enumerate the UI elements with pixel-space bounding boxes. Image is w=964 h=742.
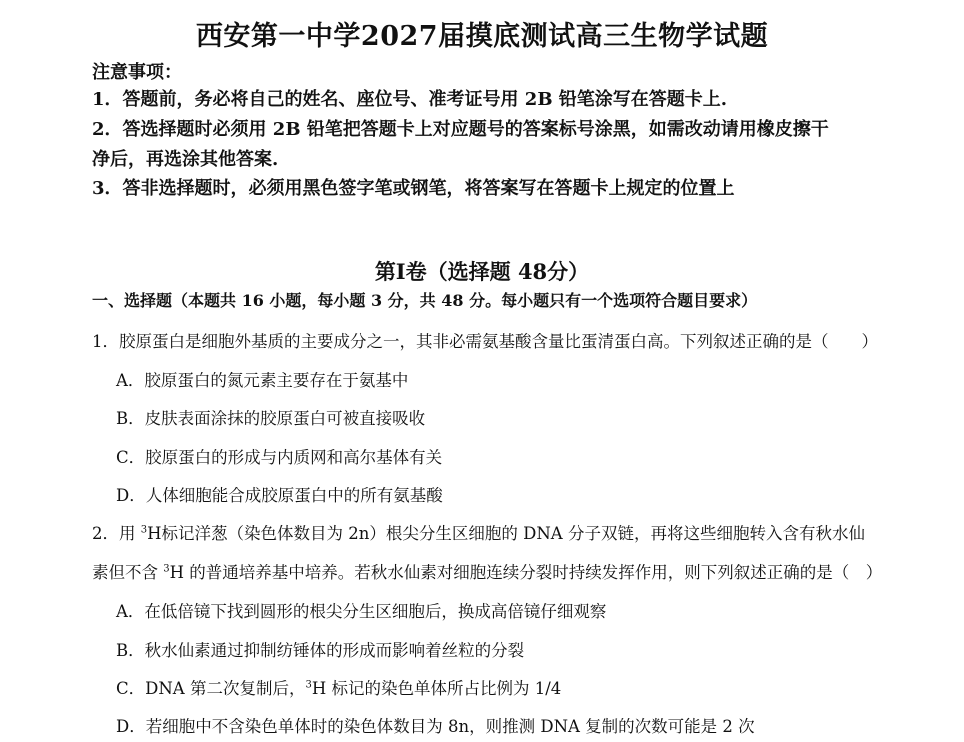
question-1-option-c: C．胶原蛋白的形成与内质网和高尔基体有关 bbox=[116, 448, 443, 467]
question-2-stem-line-1 bbox=[92, 520, 865, 544]
notice-heading: 注意事项： bbox=[92, 62, 182, 83]
notice-item-1: 1．答题前，务必将自己的姓名、座位号、准考证号用 2B 铅笔涂写在答题卡上. bbox=[92, 89, 728, 110]
notice-item-3: 3．答非选择题时，必须用黑色签字笔或钢笔，将答案写在答题卡上规定的位置上 bbox=[92, 178, 735, 199]
superscript: 3 bbox=[140, 524, 148, 536]
question-1-option-a: A．胶原蛋白的氮元素主要存在于氨基中 bbox=[116, 371, 409, 390]
question-1-option-b: B．皮肤表面涂抹的胶原蛋白可被直接吸收 bbox=[116, 409, 426, 428]
superscript: 3 bbox=[163, 563, 170, 575]
notice-item-2: 2．答选择题时必须用 2B 铅笔把答题卡上对应题号的答案标号涂黑，如需改动请用橡皮擦干 bbox=[92, 119, 829, 140]
section-title: 第Ⅰ卷（选择题 48分） bbox=[374, 259, 590, 284]
question-2-option-d: D．若细胞中不含染色单体时的染色体数目为 8n，则推测 DNA 复制的次数可能是 2 次 bbox=[116, 717, 755, 736]
text-segment: H标记洋葱（染色体数目为 2n）根尖分生区细胞的 DNA 分子双链，再将这些细胞转入含有秋水仙 bbox=[147, 524, 865, 543]
text-segment: 素但不含 bbox=[92, 563, 164, 582]
text-segment: 2．用 bbox=[92, 524, 141, 543]
text-segment: C．DNA 第二次复制后， bbox=[116, 679, 306, 698]
text-segment: H 的普通培养基中培养。若秋水仙素对细胞连续分裂时持续发挥作用，则下列叙述正确的是（ ） bbox=[169, 563, 883, 582]
question-1-option-d: D．人体细胞能合成胶原蛋白中的所有氨基酸 bbox=[116, 486, 443, 505]
question-2-option-a: A．在低倍镜下找到圆形的根尖分生区细胞后，换成高倍镜仔细观察 bbox=[116, 602, 607, 621]
question-2-stem-line-2 bbox=[92, 559, 882, 583]
question-2-option-b: B．秋水仙素通过抑制纺锤体的形成而影响着丝粒的分裂 bbox=[116, 641, 525, 660]
exam-title: 西安第一中学2027届摸底测试高三生物学试题 bbox=[195, 21, 769, 52]
superscript: 3 bbox=[305, 679, 312, 691]
question-2-option-c bbox=[116, 675, 561, 699]
part-heading: 一、选择题（本题共 16 小题，每小题 3 分，共 48 分。每小题只有一个选项符合题目要求） bbox=[92, 291, 758, 310]
text-segment: H 标记的染色单体所占比例为 1/4 bbox=[311, 679, 562, 698]
notice-item-2-cont: 净后，再选涂其他答案. bbox=[92, 149, 279, 170]
question-1-stem: 1．胶原蛋白是细胞外基质的主要成分之一，其非必需氨基酸含量比蛋清蛋白高。下列叙述正确的是（ ） bbox=[92, 332, 878, 351]
